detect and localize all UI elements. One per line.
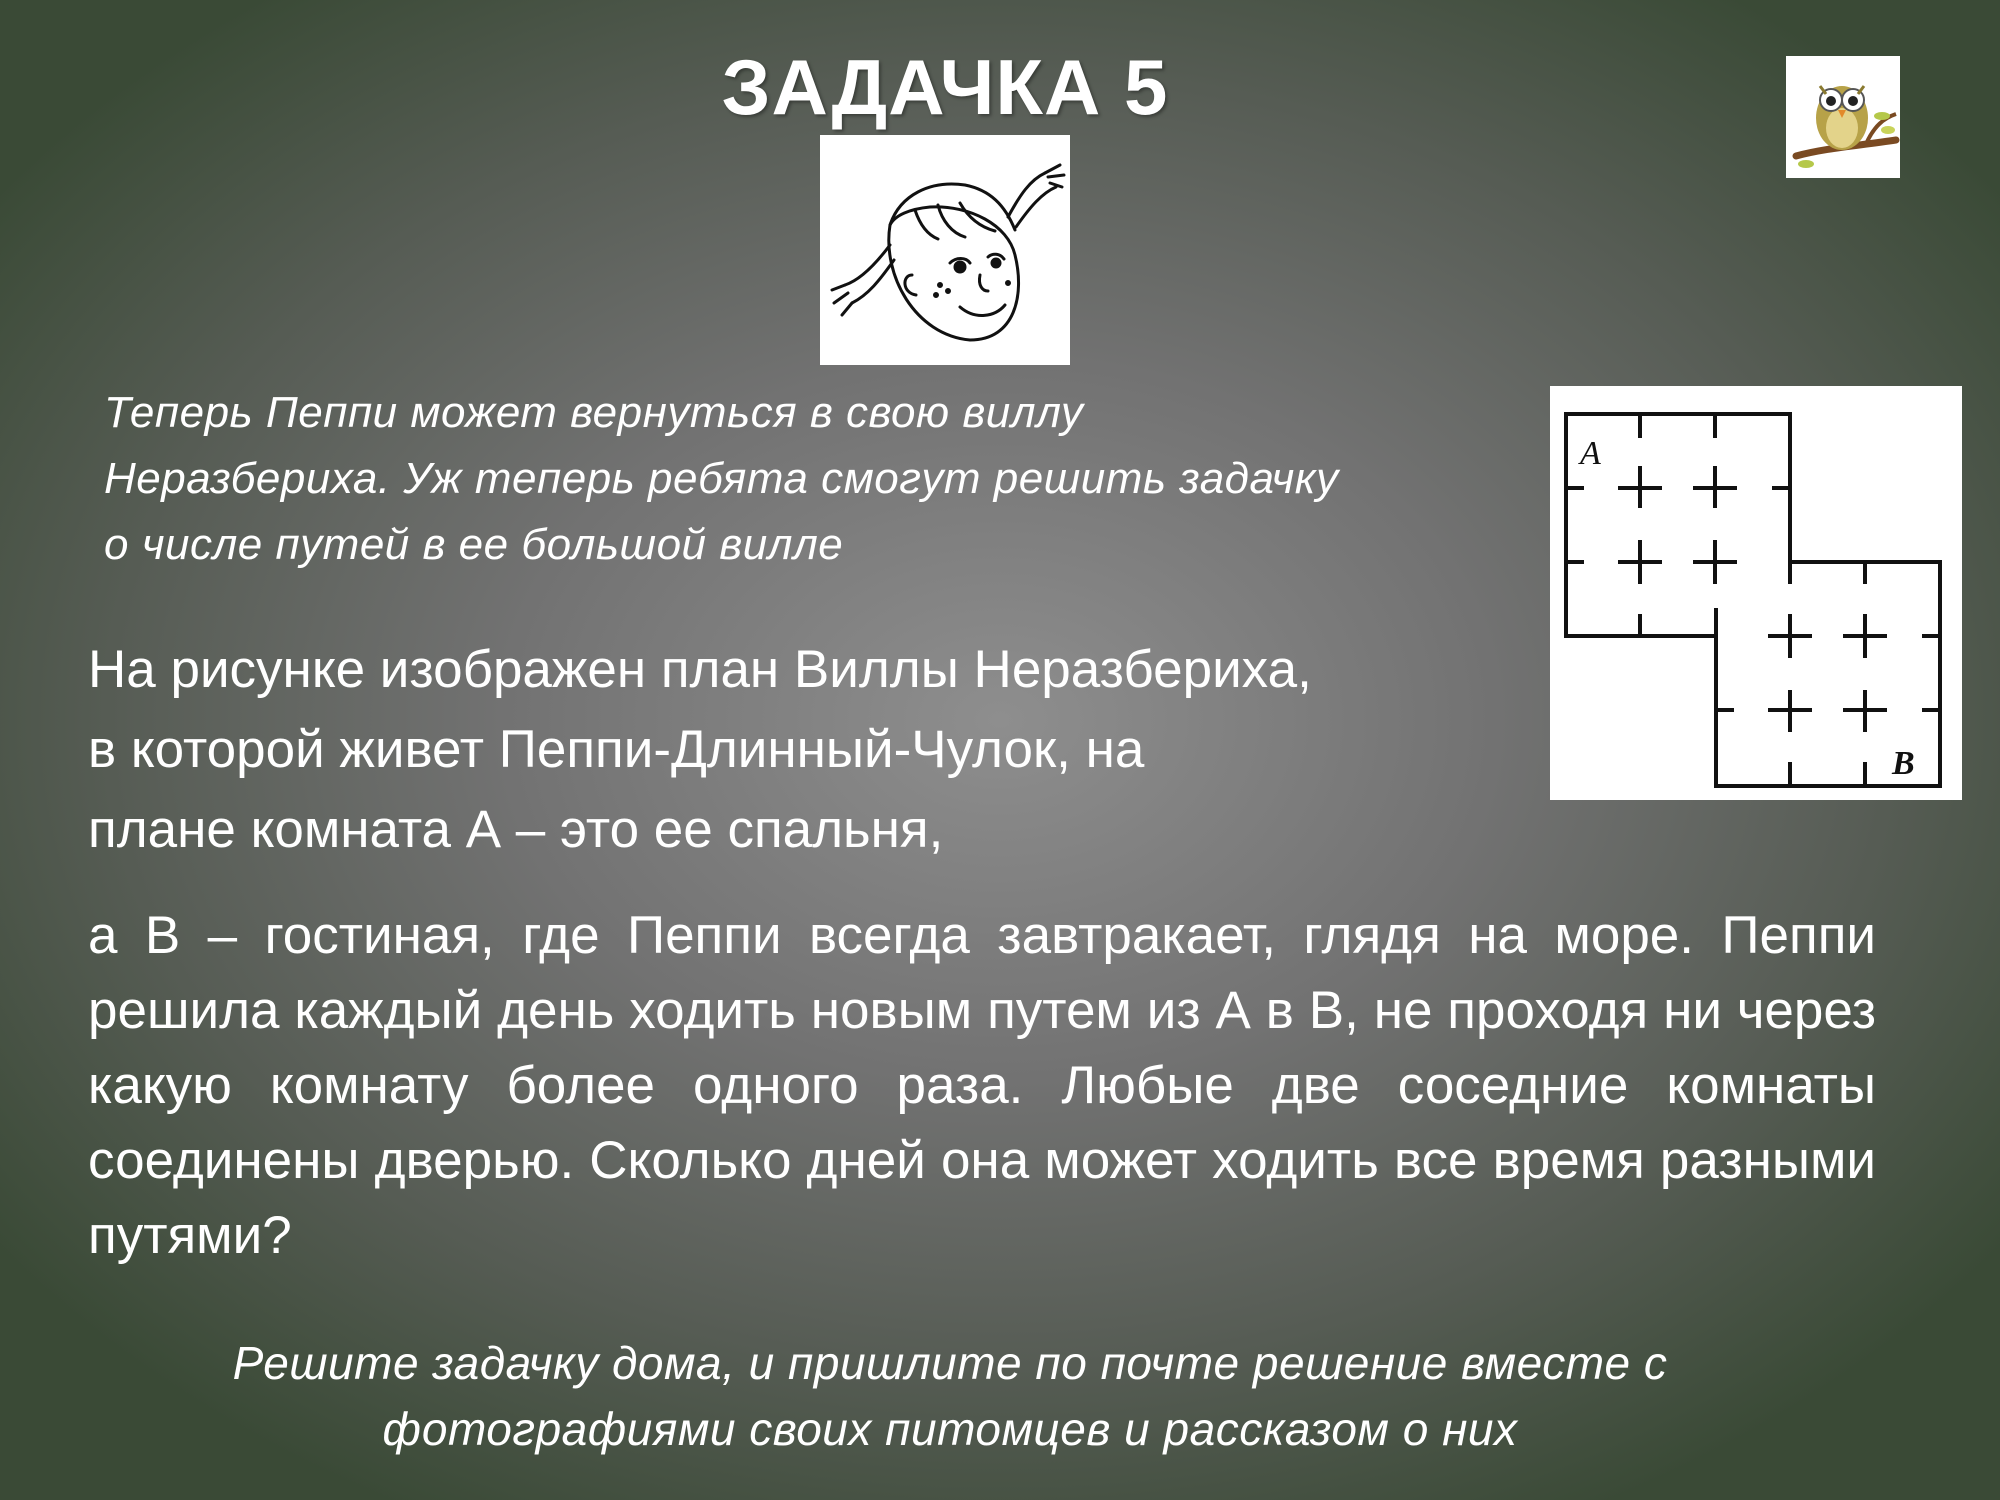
problem-paragraph-2: а В – гостиная, где Пеппи всегда завтракает, глядя на море. Пеппи решила каждый день ходить новым путем из А в В, не проходя ни через какую комнату более одного раза. Любые две соседние комнаты соединены дверью. Сколько дней она может ходить все время разными путями?: [88, 906, 1876, 1265]
paragraph-line: На рисунке изображен план Виллы Неразбериха,: [88, 640, 1312, 699]
homework-note: [100, 1330, 1800, 1462]
villa-floor-plan: [1550, 386, 1962, 800]
footer-line: Решите задачку дома, и пришлите по почте решение вместе с: [232, 1337, 1668, 1389]
paragraph-line: в которой живет Пеппи-Длинный-Чулок, на: [88, 720, 1145, 779]
pippi-portrait-illustration: [820, 135, 1070, 365]
intro-text: [104, 380, 1524, 578]
plan-inner-walls: [1566, 414, 1940, 786]
paragraph-line: плане комната А – это ее спальня,: [88, 800, 944, 859]
plan-label-a: A: [1580, 435, 1601, 472]
owl-on-branch-icon: [1786, 56, 1900, 178]
plan-label-b: B: [1892, 745, 1915, 782]
intro-line: Неразбериха. Уж теперь ребята смогут решить задачку: [104, 454, 1339, 503]
intro-line: Теперь Пеппи может вернуться в свою виллу: [104, 388, 1084, 437]
problem-paragraph-1: [88, 630, 1488, 870]
intro-line: о числе путей в ее большой вилле: [104, 520, 844, 569]
slide-title: ЗАДАЧКА 5: [721, 43, 1169, 131]
footer-line: фотографиями своих питомцев и рассказом о них: [382, 1403, 1518, 1455]
